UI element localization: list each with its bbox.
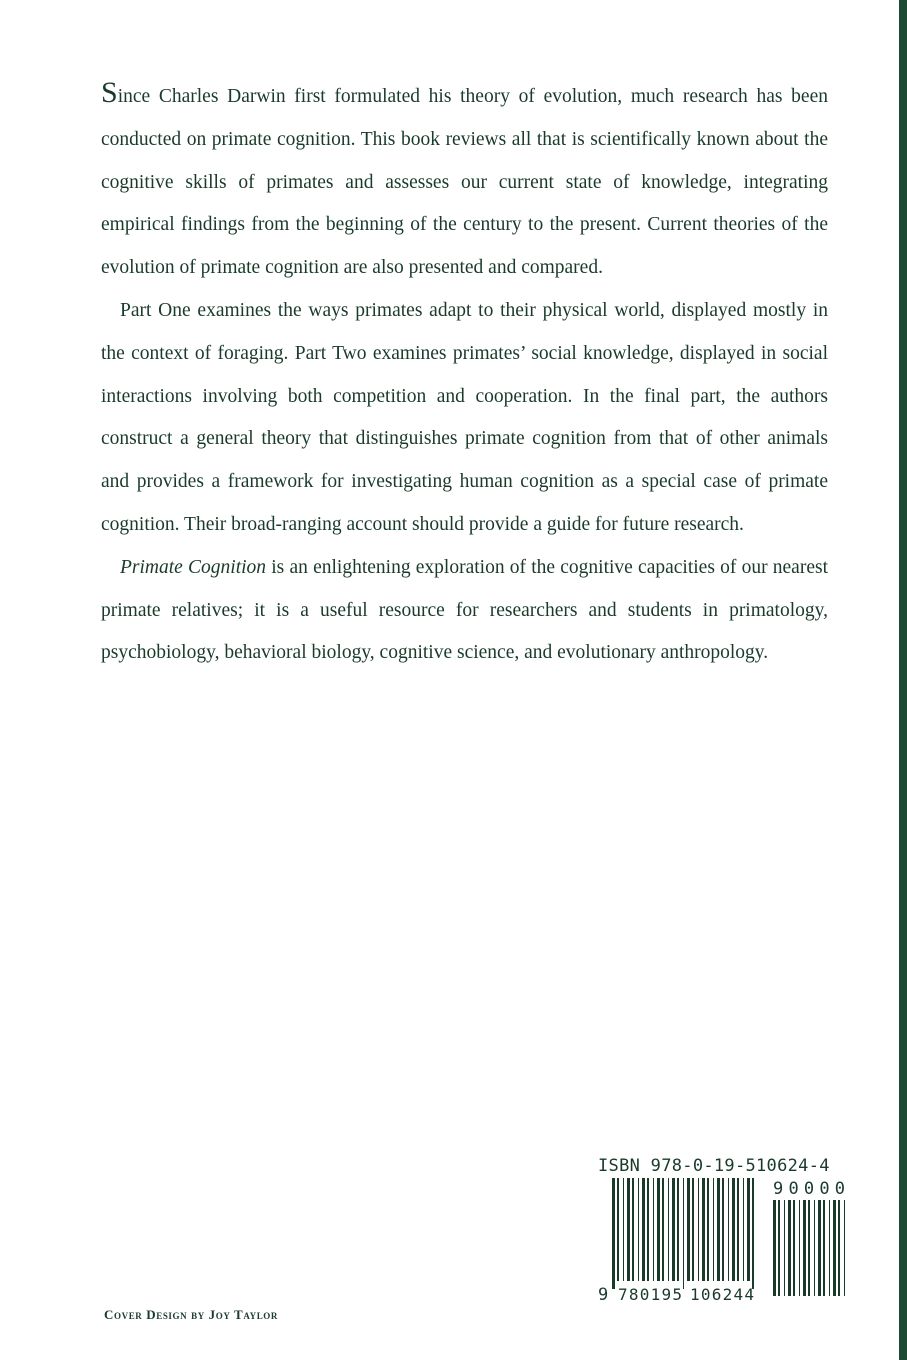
barcode-bar	[713, 1178, 714, 1281]
barcode-bar	[612, 1178, 615, 1289]
barcode-bar	[632, 1178, 634, 1281]
barcode-bar	[838, 1200, 840, 1296]
barcode-bar	[747, 1178, 750, 1281]
drop-cap: S	[101, 76, 118, 109]
barcode-bar	[788, 1200, 791, 1296]
barcode-bar	[773, 1200, 776, 1296]
barcode-bar	[647, 1178, 649, 1281]
barcode-bar	[623, 1178, 624, 1281]
blurb-paragraph-3	[101, 547, 828, 675]
barcode-bar	[653, 1178, 654, 1281]
cover-design-credit: Cover Design by Joy Taylor	[104, 1307, 279, 1322]
addon-digits: 90000	[773, 1179, 845, 1199]
barcode-bar	[737, 1178, 739, 1281]
barcode-right-digits: 106244	[690, 1285, 754, 1303]
barcode-bar	[743, 1178, 744, 1281]
barcode-bar	[844, 1200, 845, 1296]
barcode-bar	[687, 1178, 690, 1281]
barcode-bar	[752, 1178, 754, 1289]
barcode-bar	[683, 1178, 684, 1289]
barcode-bar	[722, 1178, 724, 1281]
barcode-bar	[617, 1178, 619, 1281]
blurb-paragraph-2: Part One examines the ways primates adapt to their physical world, displayed mostly in the context of foraging. Part Two examines primates’ social knowledge, displayed in social interactions involving both competition and cooperation. In the final part, the authors construct a general theory that distinguishes primate cognition from that of other animals and provides a framework for investigating human cognition as a special case of primate cognition. Their broad-ranging account should provide a guide for future research.	[101, 299, 828, 535]
blurb-paragraph-1	[101, 76, 828, 290]
isbn-label: ISBN 978-0-19-510624-4	[598, 1156, 830, 1176]
barcode-bar	[829, 1200, 830, 1296]
barcode-bar	[638, 1178, 639, 1281]
barcode-bar	[692, 1178, 694, 1281]
barcode-bar	[732, 1178, 735, 1281]
barcode-bar	[672, 1178, 675, 1281]
barcode-bar	[818, 1200, 821, 1296]
barcode-bar	[803, 1200, 806, 1296]
addon-barcode	[771, 1178, 847, 1303]
barcode-bar	[702, 1178, 705, 1281]
barcode-bar	[707, 1178, 709, 1281]
barcode-bar	[657, 1178, 660, 1281]
back-cover-blurb	[101, 76, 828, 675]
barcode-bar	[698, 1178, 699, 1281]
blurb-paragraph-3-text: is an enlightening exploration of the cognitive capacities of our nearest primate relatives; it is a useful resource for researchers and students in primatology, psychobiology, behavioral biology, cognitive science, and evolutionary anthropology.	[101, 556, 828, 664]
barcode-bar	[662, 1178, 664, 1281]
barcode-bar	[728, 1178, 729, 1281]
barcode-bar	[627, 1178, 630, 1281]
barcode-bar	[814, 1200, 815, 1296]
barcode-bar	[823, 1200, 825, 1296]
barcode-bar	[833, 1200, 836, 1296]
blurb-paragraph-1-text: ince Charles Darwin first formulated his theory of evolution, much research has been conducted on primate cognition. This book reviews all that is scientifically known about the cognitive skills of primates and assesses our current state of knowledge, integrating empirical findings from the beginning of the century to the present. Current theories of the evolution of primate cognition are also presented and compared.	[101, 86, 828, 279]
barcode-bar	[668, 1178, 669, 1281]
barcode-bar	[717, 1178, 720, 1281]
book-title-italic: Primate Cognition	[120, 556, 267, 578]
barcode-bar	[808, 1200, 810, 1296]
spine-edge-bar	[899, 0, 907, 1360]
barcode-left-digits: 780195	[618, 1285, 682, 1303]
barcode-bar	[642, 1178, 645, 1281]
barcode-bar	[799, 1200, 800, 1296]
barcode-bar	[778, 1200, 780, 1296]
ean13-barcode	[598, 1178, 768, 1303]
barcode-first-digit: 9	[598, 1285, 609, 1303]
barcode-bar	[677, 1178, 679, 1281]
barcode-bar	[784, 1200, 785, 1296]
barcode-bar	[793, 1200, 795, 1296]
